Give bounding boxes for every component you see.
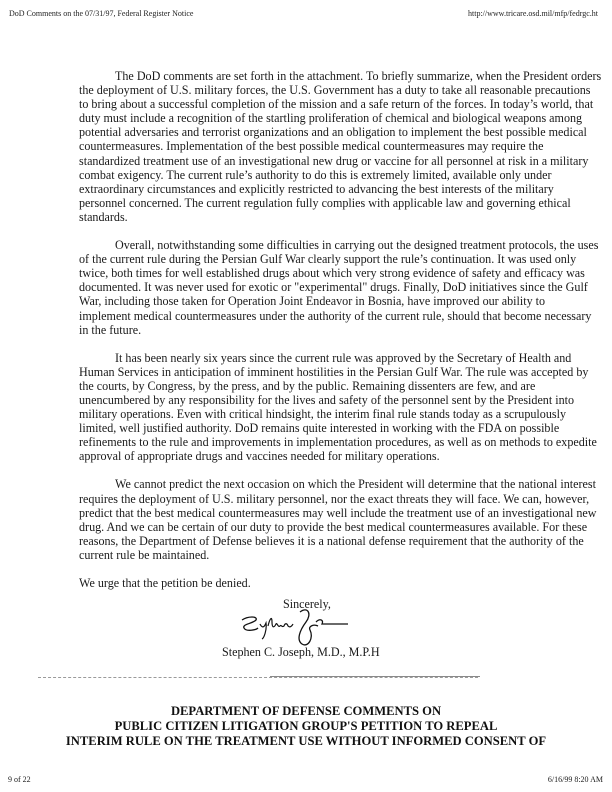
- paragraph-gulf-war-uses: [43, 238, 599, 337]
- print-timestamp: 6/16/99 8:20 AM: [547, 775, 603, 784]
- text-line: standardized treatment use of an investigational new drug or vaccine for all personnel at risk in a military: [79, 153, 589, 168]
- handwritten-signature: [234, 608, 354, 648]
- text-line: drug. And we can be certain of our duty to provide the best medical countermeasures available. For these: [79, 519, 588, 534]
- section-divider-overlay: [270, 676, 480, 677]
- valediction: Sincerely,: [283, 597, 331, 611]
- text-line: potential adversaries and terrorist organizations and an obligation to implement the best possible medical: [79, 125, 587, 140]
- text-line: personnel concerned. The current regulation fully complies with applicable law and governing ethical: [79, 195, 571, 210]
- text-line: in the future.: [79, 322, 142, 337]
- text-line: approval of appropriate drugs and vaccines needed for military operations.: [79, 449, 440, 464]
- signer-name: Stephen C. Joseph, M.D., M.P.H: [222, 645, 380, 659]
- text-line: It has been nearly six years since the current rule was approved by the Secretary of Health and: [115, 350, 572, 365]
- text-line: The DoD comments are set forth in the attachment. To briefly summarize, when the President orders: [115, 69, 602, 83]
- text-line: predict that the best medical countermeasures may well include the treatment use of an investigational new: [79, 505, 597, 520]
- closing-request: We urge that the petition be denied.: [79, 576, 251, 590]
- text-line: military operations. Even with critical hindsight, the interim final rule stands today as a scrupulously: [79, 407, 567, 422]
- title-line: DEPARTMENT OF DEFENSE COMMENTS ON: [170, 704, 442, 718]
- text-line: requires the deployment of U.S. military personnel, nor the exact threats they will face. We can, however,: [79, 491, 590, 506]
- paragraph-future-threats: [43, 477, 597, 562]
- text-line: refinements to the rule and improvements in implementation procedures, as well as on methods to expedite: [79, 435, 597, 450]
- text-line: combat exigency. The current rule’s authority to do this is extremely limited, available only under: [79, 167, 552, 182]
- paragraph-summary: [43, 69, 602, 224]
- text-line: current rule be maintained.: [79, 547, 210, 562]
- page-header-url: http://www.tricare.osd.mil/mfp/fedrgc.ht: [468, 9, 598, 18]
- text-line: implement medical countermeasures under the authority of the current rule, should that become necessary: [79, 308, 592, 323]
- text-line: standards.: [79, 209, 128, 224]
- text-line: limited, well justified authority. DoD remains quite interested in working with the FDA on possible: [79, 421, 560, 436]
- page-number: 9 of 22: [8, 775, 31, 784]
- text-line: the courts, by Congress, by the press, and by the public. Remaining dissenters are few, and are: [79, 378, 536, 393]
- text-line: the deployment of U.S. military forces, the U.S. Government has a duty to take all reasonable precautions: [79, 83, 591, 98]
- text-line: Overall, notwithstanding some difficulties in carrying out the designed treatment protocols, the uses: [115, 238, 599, 253]
- text-line: documented. It was never used for exotic or "experimental" drugs. Finally, DoD initiatives since the Gulf: [79, 280, 588, 295]
- text-line: duty must include a recognition of the startling proliferation of chemical and biological weapons among: [79, 111, 583, 126]
- letter-body: [43, 69, 602, 604]
- text-line: reasons, the Department of Defense believes it is a national defense requirement that the authority of the: [79, 533, 584, 548]
- paragraph-rule-history: [43, 350, 597, 464]
- attachment-title: [0, 704, 612, 750]
- text-line: twice, both times for well established drugs about which very strong evidence of safety and efficacy was: [79, 266, 585, 281]
- title-line: INTERIM RULE ON THE TREATMENT USE WITHOUT INFORMED CONSENT OF: [65, 734, 547, 749]
- text-line: extraordinary circumstances and explicitly restricted to advancing the best interests of the military: [79, 181, 554, 196]
- text-line: unencumbered by any responsibility for the lives and safety of the personnel sent by the President into: [79, 392, 575, 407]
- section-divider: [38, 677, 478, 678]
- text-line: countermeasures. Implementation of the best possible medical countermeasures may require the: [79, 139, 544, 154]
- text-line: Human Services in anticipation of imminent hostilities in the Persian Gulf War. The rule was accepted by: [79, 364, 589, 379]
- text-line: to bring about a successful completion of the mission and a safe return of the forces. In today’s world, that: [79, 97, 594, 112]
- text-line: War, including those taken for Operation Joint Endeavor in Bosnia, have improved our ability to: [79, 294, 546, 309]
- title-line: PUBLIC CITIZEN LITIGATION GROUP'S PETITION TO REPEAL: [114, 719, 498, 734]
- text-line: We cannot predict the next occasion on which the President will determine that the national interest: [115, 477, 596, 492]
- page-header-title: DoD Comments on the 07/31/97, Federal Register Notice: [9, 9, 194, 18]
- text-line: of the current rule during the Persian Gulf War clearly support the rule’s continuation. It was used only: [79, 252, 577, 267]
